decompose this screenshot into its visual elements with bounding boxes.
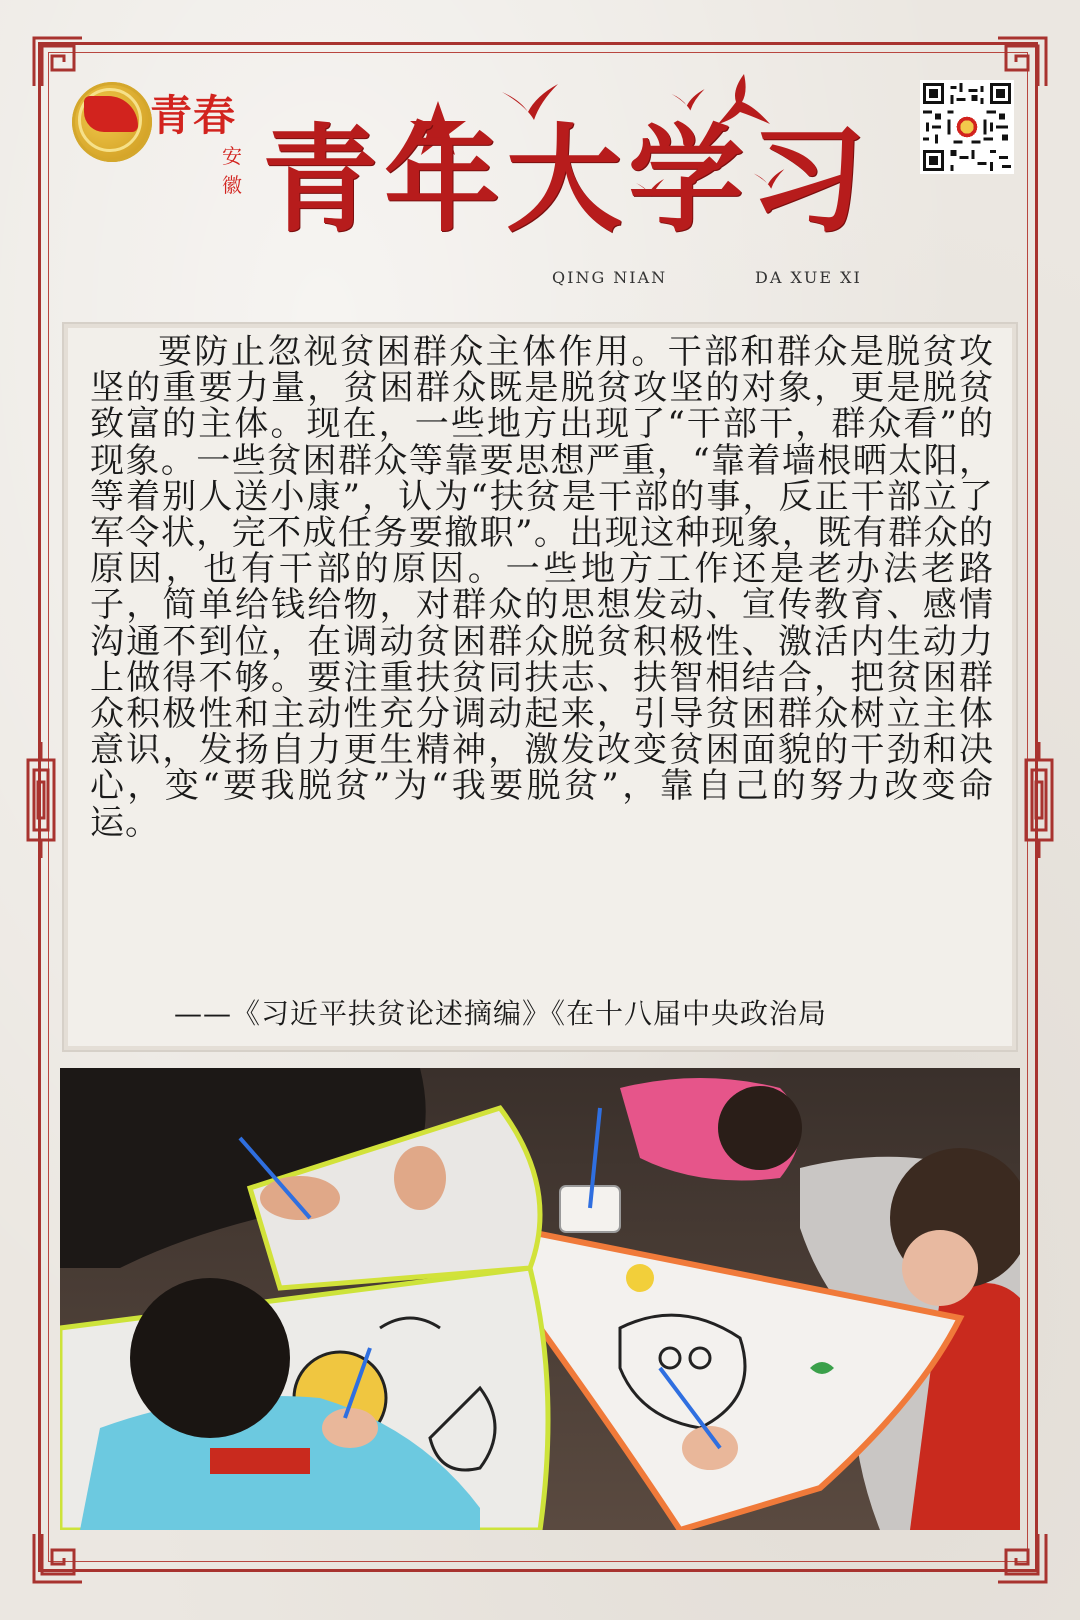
page-title: 青年大学习 [262,112,872,248]
title-pinyin-right: DA XUE XI [755,268,862,287]
logo-name: 青春 [150,91,237,140]
frame-side-motif-left [24,740,58,860]
frame-corner-bottom-left [30,1530,86,1586]
quote-panel [62,322,1018,1052]
children-painting-kites-photo [60,1068,1020,1530]
article-body: 要防止忽视贫困群众主体作用。干部和群众是脱贫攻坚的重要力量，贫困群众既是脱贫攻坚的对象，更是脱贫致富的主体。现在，一些地方出现了“干部干，群众看”的现象。一些贫困群众等靠要思想严重，“靠着墙根晒太阳，等着别人送小康”，认为“扶贫是干部的事，反正干部立了军令状，完不成任务要撤职”。出现这种现象，既有群众的原因，也有干部的原因。一些地方工作还是老办法老路子，简单给钱给物，对群众的思想发动、宣传教育、感情沟通不到位，在调动贫困群众脱贫积极性、激活内生动力上做得不够。要注重扶贫同扶志、扶智相结合，把贫困群众积极性和主动性充分调动起来，引导贫困群众树立主体意识，发扬自力更生精神，激发改变贫困面貌的干劲和决心，变“要我脱贫”为“我要脱贫”，靠自己的努力改变命运。 [90,332,994,843]
title-block [262,78,882,293]
frame-corner-bottom-right [994,1530,1050,1586]
qr-code-icon[interactable] [920,80,1014,174]
title-pinyin-left: QING NIAN [552,268,668,287]
logo-subtitle: 安徽 [222,144,242,197]
frame-side-motif-right [1022,740,1056,860]
source-line-1: ——《习近平扶贫论述摘编》《在十八届中央政治局 [174,997,828,1030]
brand-logo [72,82,252,197]
communist-youth-league-emblem-icon [72,82,152,162]
